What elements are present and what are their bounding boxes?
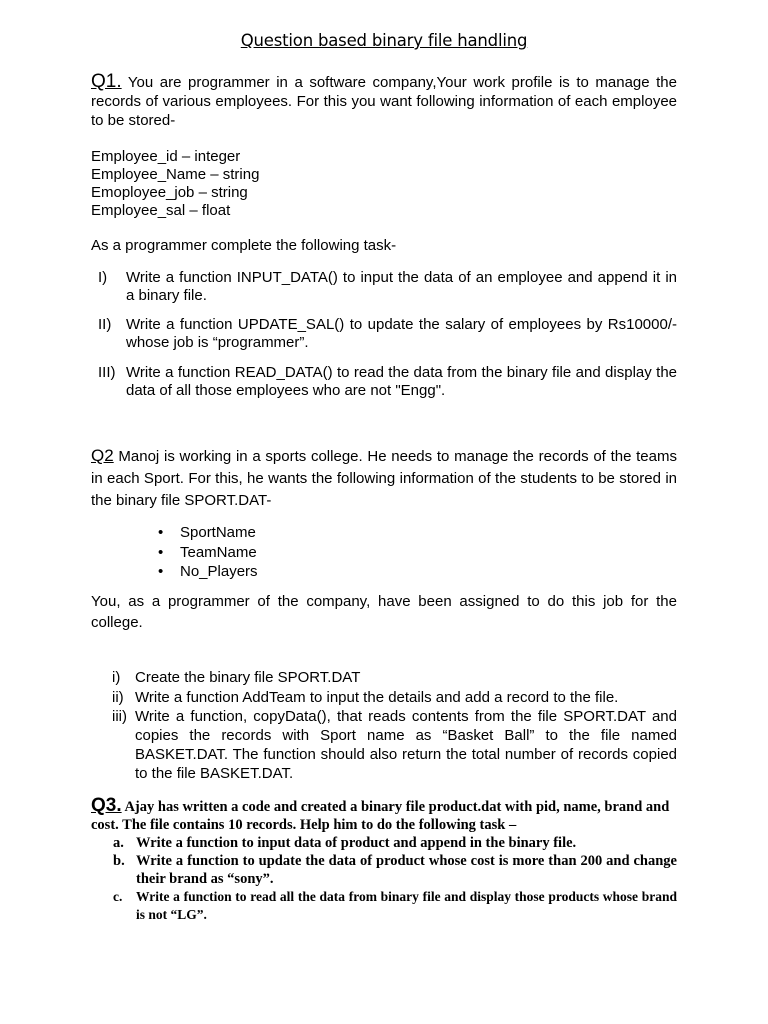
bullet-icon: •: [158, 524, 164, 541]
q1-fields: [91, 148, 677, 220]
list-item-text: SportName: [180, 524, 256, 541]
list-item-text: Write a function UPDATE_SAL() to update the salary of employees by Rs10000/- whose job is “programmer”.: [126, 316, 677, 351]
q2-task-list: [91, 668, 677, 783]
list-item-text: No_Players: [180, 563, 258, 580]
list-item-number: c.: [113, 889, 123, 904]
list-item-text: Write a function READ_DATA() to read the data from the binary file and display the data of all those employees who are not "Engg".: [126, 364, 677, 399]
list-item-text: Write a function AddTeam to input the details and add a record to the file.: [135, 688, 619, 706]
q1-field: Employee_sal – float: [91, 202, 231, 219]
list-item: [91, 668, 677, 688]
list-item: [91, 269, 677, 305]
list-item-text: Write a function to update the data of product whose cost is more than 200 and change their brand as “sony”.: [136, 853, 677, 887]
list-item-number: b.: [113, 853, 125, 869]
page-title: Question based binary file handling: [240, 31, 528, 50]
q1-task-list: [91, 269, 677, 305]
q2-intro: [91, 445, 677, 512]
q3-intro: [91, 797, 677, 834]
list-item-text: Write a function INPUT_DATA() to input the data of an employee and append it in a binary file.: [126, 269, 677, 304]
q3-block: [91, 797, 677, 924]
q1-task-list: [91, 316, 677, 352]
list-item: [91, 523, 677, 543]
list-item-number: I): [98, 269, 108, 286]
q1-label: Q1.: [91, 71, 122, 92]
q1-intro-text: You are programmer in a software company,Your work profile is to manage the records of various employees. For this you want following information of each employee to be stored-: [91, 74, 677, 129]
q2-assignment: You, as a programmer of the company, have been assigned to do this job for the college.: [91, 593, 677, 631]
q1-task-intro: As a programmer complete the following task-: [91, 237, 397, 254]
list-item-text: TeamName: [180, 543, 257, 561]
q3-intro-text: Ajay has written a code and created a binary file product.dat with pid, name, brand and cost. The file contains 10 records. Help him to do the following task –: [91, 799, 670, 833]
list-item-text: Create the binary file SPORT.DAT: [135, 669, 361, 686]
list-item: [91, 834, 677, 852]
list-item: [91, 562, 677, 582]
list-item-text: Write a function to read all the data from binary file and display those products whose brand is not “LG”.: [136, 889, 677, 922]
q1-field: Emoployee_job – string: [91, 184, 248, 201]
q2-intro-text: Manoj is working in a sports college. He needs to manage the records of the teams in each Sport. For this, he wants the following information of the students to be stored in the binary file SPORT.DAT-: [91, 448, 677, 509]
list-item: [91, 888, 677, 924]
list-item-text: Write a function to input data of product and append in the binary file.: [136, 835, 577, 851]
q1-intro: [91, 72, 677, 130]
q1-field: Employee_id – integer: [91, 148, 241, 165]
list-item-number: II): [98, 316, 112, 333]
list-item: [91, 543, 677, 563]
list-item: [91, 707, 677, 783]
list-item-number: i): [112, 669, 121, 686]
list-item-number: ii): [112, 688, 124, 706]
list-item-number: III): [98, 364, 116, 381]
q1-task-list: [91, 364, 677, 400]
list-item: [91, 688, 677, 708]
q3-task-list: [91, 834, 677, 924]
list-item-number: a.: [113, 835, 124, 851]
q3-label: Q3.: [91, 795, 122, 816]
q2-label: Q2: [91, 446, 114, 465]
q1-field: Employee_Name – string: [91, 166, 260, 183]
list-item-number: iii): [112, 708, 127, 725]
q2-bullet-list: [91, 523, 677, 582]
list-item: [91, 316, 677, 352]
bullet-icon: •: [158, 543, 164, 561]
list-item: [91, 852, 677, 888]
list-item: [91, 364, 677, 400]
list-item-text: Write a function, copyData(), that reads contents from the file SPORT.DAT and copies the records with Sport name as “Basket Ball” to the file named BASKET.DAT. The function should also return the total number of records copied to the file BASKET.DAT.: [135, 708, 677, 782]
bullet-icon: •: [158, 563, 164, 580]
